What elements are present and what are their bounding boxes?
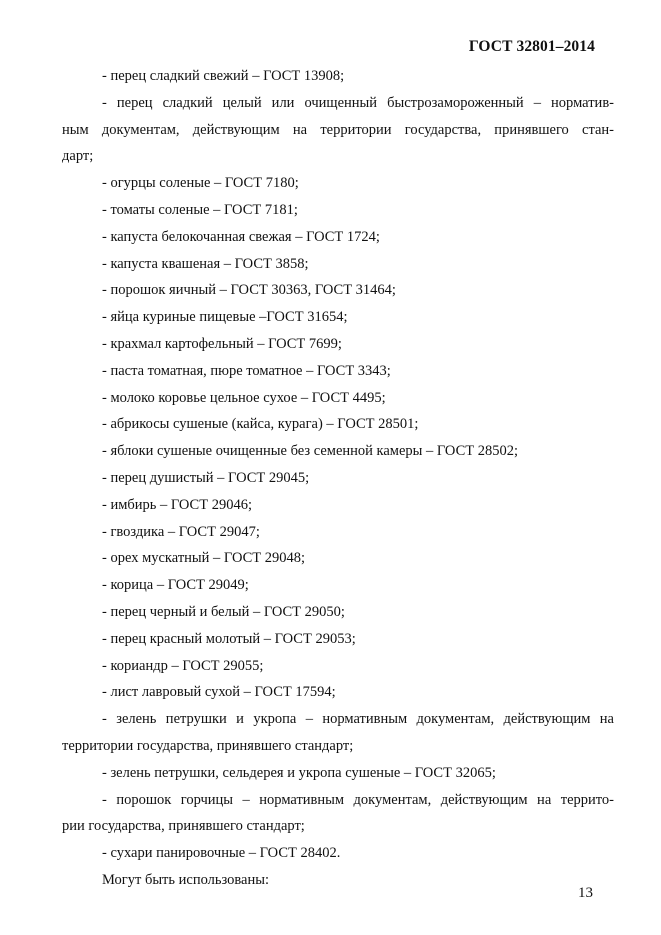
list-item: - перец сладкий целый или очищенный быстрозамороженный – норматив- [102, 94, 614, 111]
list-item: - молоко коровье цельное сухое – ГОСТ 4495; [102, 389, 386, 406]
list-item: - порошок горчицы – нормативным документам, действующим на террито- [102, 791, 614, 808]
list-item: - имбирь – ГОСТ 29046; [102, 496, 252, 513]
list-item: - капуста белокочанная свежая – ГОСТ 1724; [102, 228, 380, 245]
list-item: - зелень петрушки и укропа – нормативным документам, действующим на [102, 711, 614, 728]
list-item: - крахмал картофельный – ГОСТ 7699; [102, 335, 342, 352]
list-item-continuation: ным документам, действующим на территории государства, принявшего стан- [62, 121, 614, 138]
list-item: - абрикосы сушеные (кайса, курага) – ГОСТ 28501; [102, 416, 419, 433]
list-item: - томаты соленые – ГОСТ 7181; [102, 201, 298, 218]
document-body [62, 63, 614, 894]
list-item: - корица – ГОСТ 29049; [102, 577, 249, 594]
list-item: - лист лавровый сухой – ГОСТ 17594; [102, 684, 336, 701]
list-item: - орех мускатный – ГОСТ 29048; [102, 550, 306, 567]
list-item: - сухари панировочные – ГОСТ 28402. [102, 845, 341, 862]
list-item-continuation: дарт; [62, 148, 94, 165]
list-item-continuation: рии государства, принявшего стандарт; [62, 818, 305, 835]
list-item: - яйца куриные пищевые –ГОСТ 31654; [102, 309, 348, 326]
list-item: - перец душистый – ГОСТ 29045; [102, 469, 310, 486]
list-item: - гвоздика – ГОСТ 29047; [102, 523, 260, 540]
paragraph: Могут быть использованы: [102, 871, 270, 888]
list-item: - порошок яичный – ГОСТ 30363, ГОСТ 31464; [102, 282, 396, 299]
list-item: - перец красный молотый – ГОСТ 29053; [102, 630, 356, 647]
list-item: - перец сладкий свежий – ГОСТ 13908; [102, 68, 345, 84]
page-number: 13 [578, 885, 593, 901]
list-item-continuation: территории государства, принявшего стандарт; [62, 737, 354, 754]
list-item: - кориандр – ГОСТ 29055; [102, 657, 264, 674]
document-header: ГОСТ 32801–2014 [468, 38, 595, 55]
list-item: - капуста квашеная – ГОСТ 3858; [102, 255, 309, 272]
list-item: - огурцы соленые – ГОСТ 7180; [102, 175, 299, 192]
list-item: - зелень петрушки, сельдерея и укропа сушеные – ГОСТ 32065; [102, 764, 496, 781]
list-item: - яблоки сушеные очищенные без семенной камеры – ГОСТ 28502; [102, 443, 518, 460]
list-item: - перец черный и белый – ГОСТ 29050; [102, 603, 345, 620]
list-item: - паста томатная, пюре томатное – ГОСТ 3343; [102, 362, 391, 379]
